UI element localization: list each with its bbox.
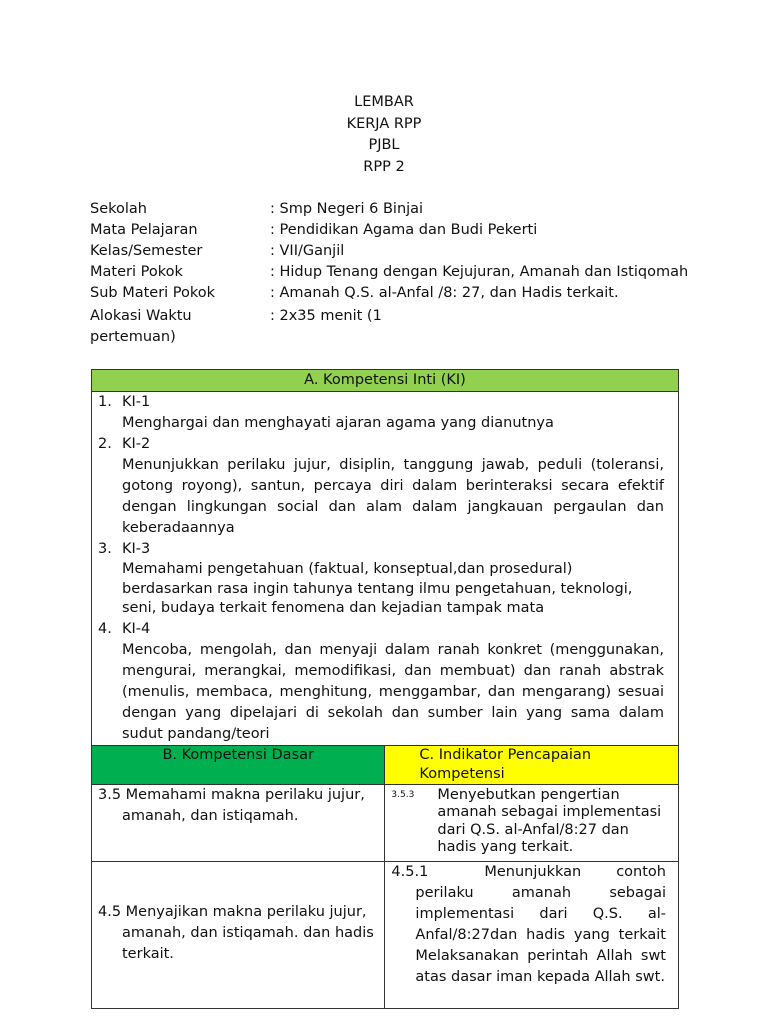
- ki-number: 3.: [98, 541, 112, 557]
- kd-cell: [92, 861, 385, 1008]
- info-label: Alokasi Waktu: [90, 308, 192, 324]
- info-label: pertemuan): [90, 329, 176, 345]
- info-row-school: [90, 199, 730, 220]
- ki-header: A. Kompetensi Inti (KI): [92, 370, 679, 392]
- kd-header: B. Kompetensi Dasar: [92, 745, 385, 784]
- ki-list-cell: [92, 392, 679, 746]
- info-row-subject: [90, 220, 730, 241]
- title-line: PJBL: [368, 137, 400, 153]
- info-value: : VII/Ganjil: [270, 243, 345, 259]
- ki-number: 1.: [98, 394, 112, 410]
- ki-title: KI-3: [122, 541, 151, 557]
- ki-number: 4.: [98, 620, 112, 637]
- ki-description: Mencoba, mengolah, dan menyaji dalam ranah konkret (menggunakan, mengurai, merangkai, memodifikasi, dan membuat) dan ranah abstrak (menulis, membaca, menghitung, menggambar, dan mengarang) sesuai dengan yang dipelajari di sekolah dan sumber lain yang sama dalam sudut pandang/teori: [122, 641, 664, 742]
- kd-text: 4.5 Menyajikan makna perilaku jujur, amanah, dan istiqamah. dan hadis terkait.: [98, 903, 374, 962]
- info-value: : Pendidikan Agama dan Budi Pekerti: [270, 222, 538, 238]
- document-title: [0, 92, 768, 178]
- info-value: [270, 327, 730, 348]
- ki-title: KI-4: [122, 620, 151, 637]
- info-value: : Smp Negeri 6 Binjai: [270, 201, 424, 217]
- indicator-header: C. Indikator Pencapaian Kompetensi: [385, 745, 679, 784]
- info-row-time: [90, 306, 730, 327]
- ki-item: [98, 539, 664, 619]
- info-label: Sub Materi Pokok: [90, 285, 216, 301]
- title-line: LEMBAR: [354, 94, 414, 110]
- indicator-cell: [385, 861, 679, 1008]
- ki-number: 2.: [98, 436, 112, 452]
- info-label: Materi Pokok: [90, 264, 183, 280]
- indicator-number: 3.5.3: [391, 789, 415, 800]
- title-line: RPP 2: [363, 158, 405, 175]
- competency-table: [91, 369, 679, 1009]
- kd-text: 3.5 Memahami makna perilaku jujur, amanah, dan istiqamah.: [98, 786, 365, 824]
- info-label: Sekolah: [90, 201, 147, 217]
- ki-item: [98, 619, 664, 745]
- ki-item: [98, 434, 664, 539]
- kd-cell: [92, 784, 385, 861]
- indicator-text: Menyebutkan pengertian amanah sebagai implementasi dari Q.S. al-Anfal/8:27 dan hadis yang terkait.: [437, 786, 662, 855]
- info-row-time-cont: [90, 327, 730, 348]
- title-line: KERJA RPP: [346, 115, 422, 132]
- info-row-subtopic: [90, 283, 730, 304]
- ki-item: [98, 392, 664, 434]
- info-value: : Hidup Tenang dengan Kejujuran, Amanah dan Istiqomah: [270, 264, 689, 280]
- indicator-cell: [385, 784, 679, 861]
- info-row-topic: [90, 262, 730, 283]
- info-row-class: [90, 241, 730, 262]
- indicator-text: 4.5.1 Menunjukkan contoh perilaku amanah sebagai implementasi dari Q.S. al-Anfal/8:27dan hadis yang terkait Melaksanakan perintah Allah swt atas dasar iman kepada Allah swt.: [391, 863, 671, 985]
- ki-description: Menunjukkan perilaku jujur, disiplin, tanggung jawab, peduli (toleransi, gotong royong), santun, percaya diri dalam berinteraksi secara efektif dengan lingkungan social dan alam dalam jangkauan pergaulan dan keberadaannya: [122, 457, 664, 536]
- info-value: : Amanah Q.S. al-Anfal /8: 27, dan Hadis terkait.: [270, 285, 619, 301]
- identity-info: [90, 199, 730, 348]
- ki-title: KI-2: [122, 436, 151, 452]
- info-label: Kelas/Semester: [90, 243, 203, 259]
- info-value: : 2x35 menit (1: [270, 308, 382, 324]
- ki-title: KI-1: [122, 394, 151, 410]
- info-label: Mata Pelajaran: [90, 222, 198, 238]
- ki-description: Memahami pengetahuan (faktual, konseptual,dan prosedural) berdasarkan rasa ingin tahunya tentang ilmu pengetahuan, teknologi, seni, budaya terkait fenomena dan kejadian tampak mata: [122, 561, 633, 616]
- ki-description: Menghargai dan menghayati ajaran agama yang dianutnya: [122, 415, 554, 431]
